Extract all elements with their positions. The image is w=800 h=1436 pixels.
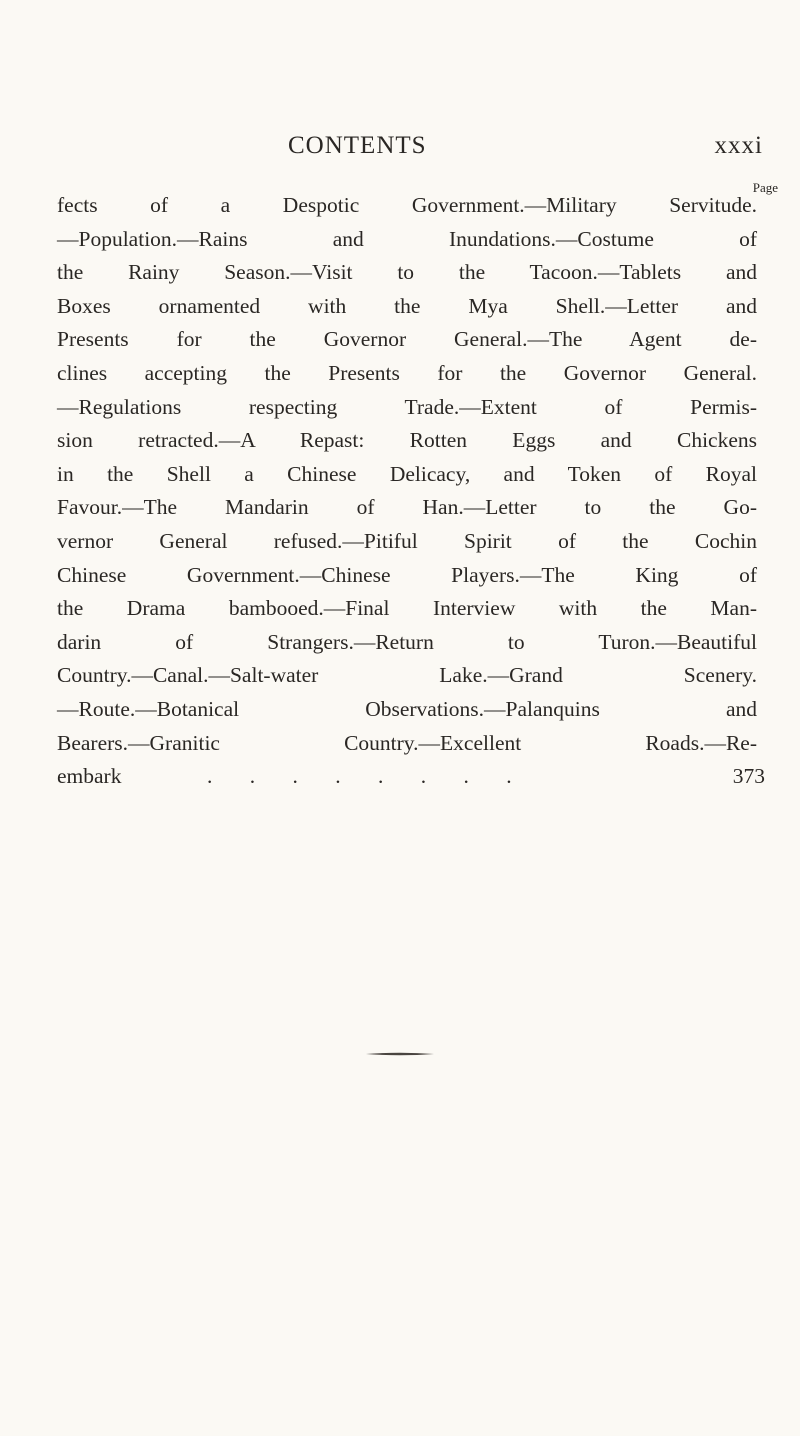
entry-line: fects of a Despotic Government.—Military Servitude. — [57, 193, 757, 217]
entry-line: Favour.—The Mandarin of Han.—Letter to the Go- — [57, 495, 757, 520]
entry-line: —Route.—Botanical Observations.—Palanquins and — [57, 696, 757, 721]
contents-entry — [57, 189, 765, 794]
entry-last-line — [57, 760, 765, 794]
running-head-title: CONTENTS — [288, 132, 427, 159]
entry-line: darin of Strangers.—Return to Turon.—Beautiful — [57, 629, 757, 654]
entry-line: Chinese Government.—Chinese Players.—The King of — [57, 562, 757, 587]
dot-leaders: . . . . . . . . — [207, 764, 528, 789]
entry-line: Presents for the Governor General.—The Agent de- — [57, 327, 757, 352]
entry-line: Country.—Canal.—Salt-water Lake.—Grand Scenery. — [57, 663, 757, 688]
entry-line: the Drama bambooed.—Final Interview with the Man- — [57, 596, 757, 621]
entry-line: Bearers.—Granitic Country.—Excellent Roads.—Re- — [57, 730, 757, 755]
page-column-label: Page — [752, 180, 778, 195]
entry-last-word: embark — [57, 764, 122, 789]
entry-line: sion retracted.—A Repast: Rotten Eggs and Chickens — [57, 428, 757, 453]
entry-line: the Rainy Season.—Visit to the Tacoon.—Tablets and — [57, 260, 757, 285]
entry-line: Boxes ornamented with the Mya Shell.—Letter and — [57, 293, 757, 318]
running-head — [0, 132, 800, 168]
page-reference: 373 — [732, 764, 765, 789]
entry-line: —Regulations respecting Trade.—Extent of Permis- — [57, 394, 757, 419]
entry-line: clines accepting the Presents for the Governor General. — [57, 360, 757, 385]
page-folio: xxxi — [714, 132, 763, 159]
entry-line: vernor General refused.—Pitiful Spirit of the Cochin — [57, 528, 757, 553]
entry-line: —Population.—Rains and Inundations.—Costume of — [57, 226, 757, 251]
ornamental-rule — [366, 1052, 434, 1056]
entry-line: in the Shell a Chinese Delicacy, and Token of Royal — [57, 461, 757, 486]
